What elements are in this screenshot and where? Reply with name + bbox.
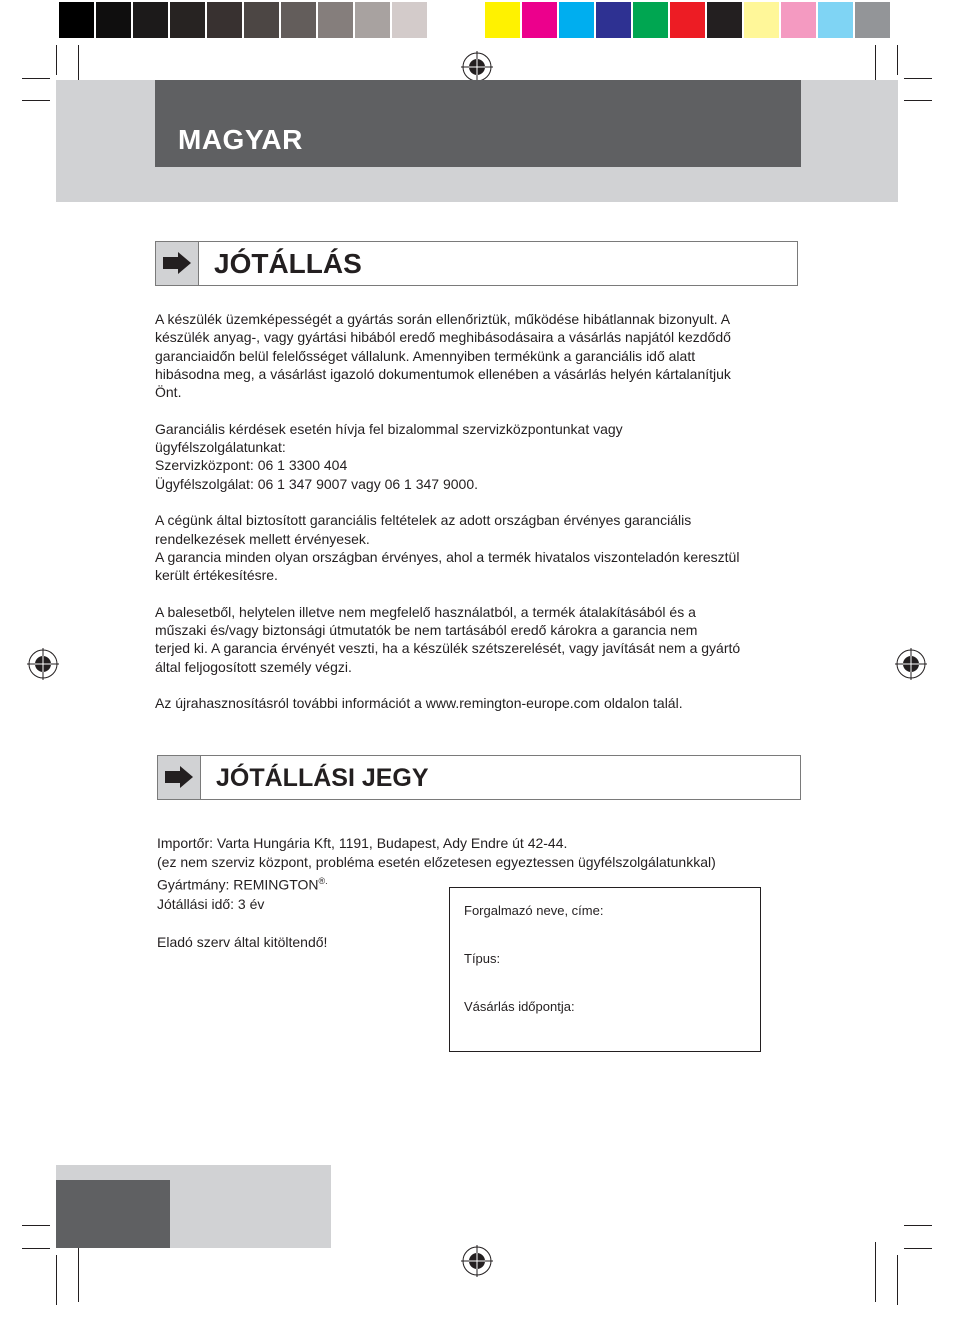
- paragraph: [155, 603, 795, 676]
- color-swatch: [429, 2, 464, 38]
- color-swatch: [318, 2, 353, 38]
- arrow-right-icon: [163, 252, 191, 274]
- color-swatch: [170, 2, 205, 38]
- text-line: A balesetből, helytelen illetve nem megfelelő használatból, a termék átalakításából és a: [155, 603, 696, 620]
- brand-line: Gyártmány: REMINGTON: [157, 876, 319, 893]
- color-swatch: [485, 2, 520, 38]
- text-line: A cégünk által biztosított garanciális feltételek az adott országban érvényes garanciális: [155, 512, 692, 529]
- color-swatch: [559, 2, 594, 38]
- color-swatch: [355, 2, 390, 38]
- type-field-label: Típus:: [464, 951, 501, 966]
- text-line: ügyfélszolgálatunkat:: [155, 439, 286, 456]
- importer-line: Importőr: Varta Hungária Kft, 1191, Budapest, Ady Endre út 42-44.: [157, 835, 568, 851]
- section-header-warranty-card: [157, 755, 801, 800]
- color-swatch: [392, 2, 427, 38]
- service-note-line: (ez nem szerviz központ, probléma esetén előzetesen egyeztessen ügyfélszolgálatunkkal): [157, 854, 716, 870]
- warranty-text: [155, 310, 795, 713]
- paragraph: [155, 694, 795, 712]
- registration-mark-icon: [461, 51, 493, 83]
- text-line: rendelkezések mellett érvényesek.: [155, 530, 370, 547]
- color-calibration-bar-right: [485, 0, 892, 40]
- color-swatch: [596, 2, 631, 38]
- registration-mark-icon: [27, 648, 59, 680]
- text-line: műszaki és/vagy biztonsági útmutatók be nem tartásából eredő károkra a garancia nem: [155, 622, 698, 639]
- arrow-right-icon: [165, 766, 193, 788]
- section-title: JÓTÁLLÁS: [214, 248, 362, 279]
- color-swatch: [781, 2, 816, 38]
- warranty-period-line: Jótállási idő: 3 év: [157, 895, 265, 912]
- seller-note: Eladó szerv által kitöltendő!: [157, 933, 328, 950]
- text-line: által feljogosított személy végzi.: [155, 658, 352, 675]
- color-calibration-bar-left: [59, 0, 466, 40]
- section-title: JÓTÁLLÁSI JEGY: [216, 764, 429, 792]
- section-icon-box: [158, 756, 201, 799]
- section-icon-box: [156, 242, 199, 285]
- text-line: készülék anyag-, vagy gyártási hibából eredő meghibásodásaira a vásárlás napjától kezdődő: [155, 329, 731, 346]
- color-swatch: [670, 2, 705, 38]
- paragraph: [155, 310, 795, 401]
- text-line: hibásodna meg, a vásárlást igazoló dokumentumok ellenében a vásárlás helyén kártalanítjuk: [155, 365, 731, 382]
- color-swatch: [96, 2, 131, 38]
- color-swatch: [855, 2, 890, 38]
- text-line: A garancia minden olyan országban érvényes, ahol a termék hivatalos viszonteladón keresztül: [155, 548, 740, 565]
- color-swatch: [281, 2, 316, 38]
- color-swatch: [207, 2, 242, 38]
- color-swatch: [59, 2, 94, 38]
- color-swatch: [744, 2, 779, 38]
- registration-mark-icon: [895, 648, 927, 680]
- footer-page-tab: [56, 1180, 170, 1248]
- text-line: Szervizközpont: 06 1 3300 404: [155, 457, 348, 474]
- page-title: MAGYAR: [178, 124, 303, 155]
- text-line: Az újrahasznosításról további információt a www.remington-europe.com oldalon talál.: [155, 695, 683, 712]
- color-swatch: [633, 2, 668, 38]
- text-line: került értékesítésre.: [155, 567, 278, 584]
- distributor-field-label: Forgalmazó neve, címe:: [464, 903, 604, 918]
- text-line: Önt.: [155, 384, 182, 401]
- text-line: garanciaidőn belül felelősséget vállalunk. Amennyiben termékünk a garanciális idő alatt: [155, 347, 696, 364]
- color-swatch: [133, 2, 168, 38]
- color-swatch: [244, 2, 279, 38]
- registered-mark: ®.: [318, 876, 328, 886]
- text-line: Garanciális kérdések esetén hívja fel bizalommal szervizközpontunkat vagy: [155, 420, 623, 437]
- text-line: Ügyfélszolgálat: 06 1 347 9007 vagy 06 1 347 9000.: [155, 475, 479, 492]
- registration-mark-icon: [461, 1245, 493, 1277]
- text-line: terjed ki. A garancia érvényét veszti, ha a készülék szétszerelését, vagy javítását nem a gyártó: [155, 640, 741, 657]
- paragraph: [155, 420, 795, 493]
- paragraph: [155, 511, 795, 584]
- color-swatch: [707, 2, 742, 38]
- warranty-fill-in-box: [449, 887, 761, 1052]
- color-swatch: [522, 2, 557, 38]
- text-line: A készülék üzemképességét a gyártás során ellenőriztük, működése hibátlannak bizonyult. A: [155, 311, 731, 327]
- purchase-date-field-label: Vásárlás időpontja:: [464, 999, 575, 1014]
- color-swatch: [818, 2, 853, 38]
- section-header-warranty: [155, 241, 798, 286]
